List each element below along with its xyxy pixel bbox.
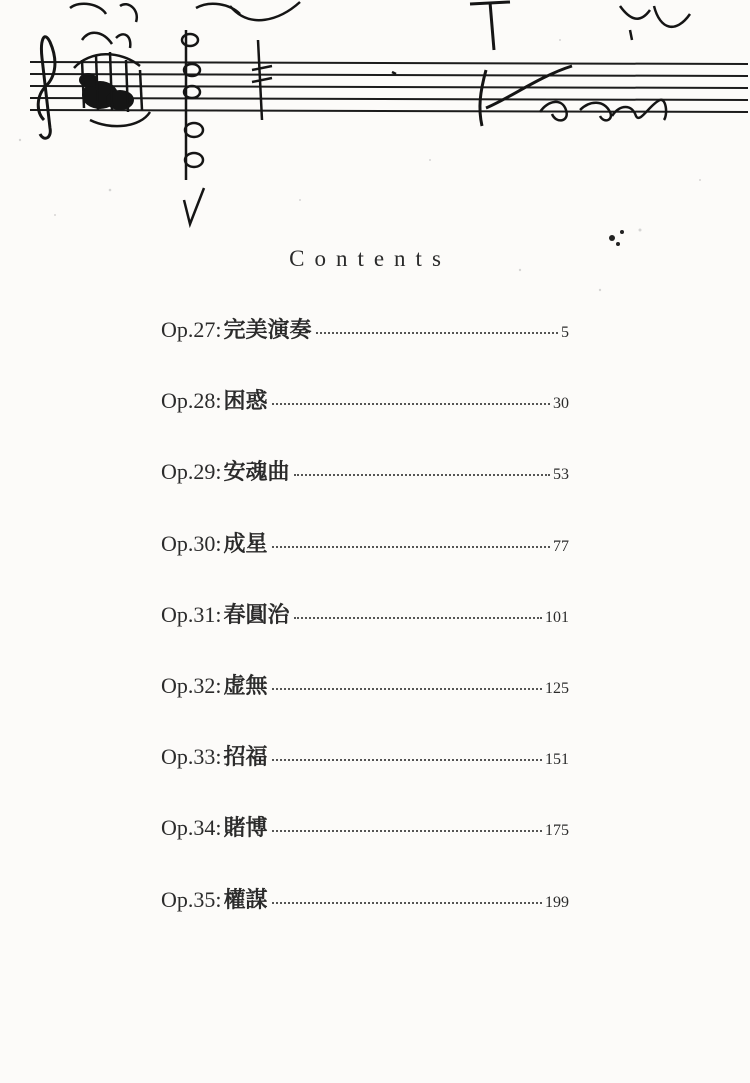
toc-opus-label: Op.32:	[161, 672, 222, 698]
toc-chapter-title: 招福	[223, 744, 268, 770]
toc-entry[interactable]	[161, 527, 569, 598]
dot-leader	[272, 546, 550, 548]
toc-opus-label: Op.27:	[161, 317, 222, 342]
toc-chapter-title: 虚無	[223, 672, 268, 698]
toc-opus-label: Op.28:	[161, 388, 222, 414]
toc-opus-label: Op.33:	[161, 744, 222, 770]
toc-chapter-title: 賭博	[223, 815, 268, 841]
toc-chapter-title: 權謀	[223, 886, 268, 912]
dot-leader	[272, 688, 542, 690]
dot-leader	[294, 617, 542, 619]
toc-opus-label: Op.35:	[161, 886, 222, 912]
toc-page-number: 77	[553, 537, 569, 555]
toc-chapter-title: 安魂曲	[223, 459, 290, 485]
toc-entry[interactable]	[161, 740, 569, 811]
toc-chapter-title: 春圓治	[223, 601, 290, 627]
toc-entry[interactable]	[161, 811, 569, 882]
toc-page-number: 101	[545, 608, 569, 626]
toc-opus-label: Op.34:	[161, 815, 222, 841]
toc-page-number: 125	[545, 679, 569, 697]
toc-chapter-title: 成星	[223, 530, 268, 556]
dot-leader	[272, 902, 542, 904]
toc-chapter-title: 完美演奏	[223, 317, 312, 342]
toc-entry[interactable]	[161, 455, 569, 526]
toc-page-number: 151	[545, 751, 569, 769]
toc-chapter-title: 困惑	[223, 388, 268, 414]
toc-opus-label: Op.30:	[161, 530, 222, 556]
toc-entry[interactable]	[161, 669, 569, 740]
toc-entry[interactable]	[161, 384, 569, 455]
toc-opus-label: Op.29:	[161, 459, 222, 485]
table-of-contents	[161, 313, 569, 954]
dot-leader	[316, 332, 558, 334]
toc-page-number: 199	[545, 893, 569, 911]
dot-leader	[294, 474, 550, 476]
toc-page-number: 5	[561, 324, 569, 341]
toc-entry[interactable]	[161, 883, 569, 954]
contents-heading: Contents	[289, 246, 451, 271]
toc-entry[interactable]	[161, 598, 569, 669]
toc-entry[interactable]	[161, 313, 569, 384]
toc-opus-label: Op.31:	[161, 601, 222, 627]
dot-leader	[272, 830, 542, 832]
dot-leader	[272, 759, 542, 761]
toc-page-number: 30	[553, 395, 569, 413]
toc-page-number: 175	[545, 822, 569, 840]
dot-leader	[272, 403, 550, 405]
toc-page-number: 53	[553, 466, 569, 484]
